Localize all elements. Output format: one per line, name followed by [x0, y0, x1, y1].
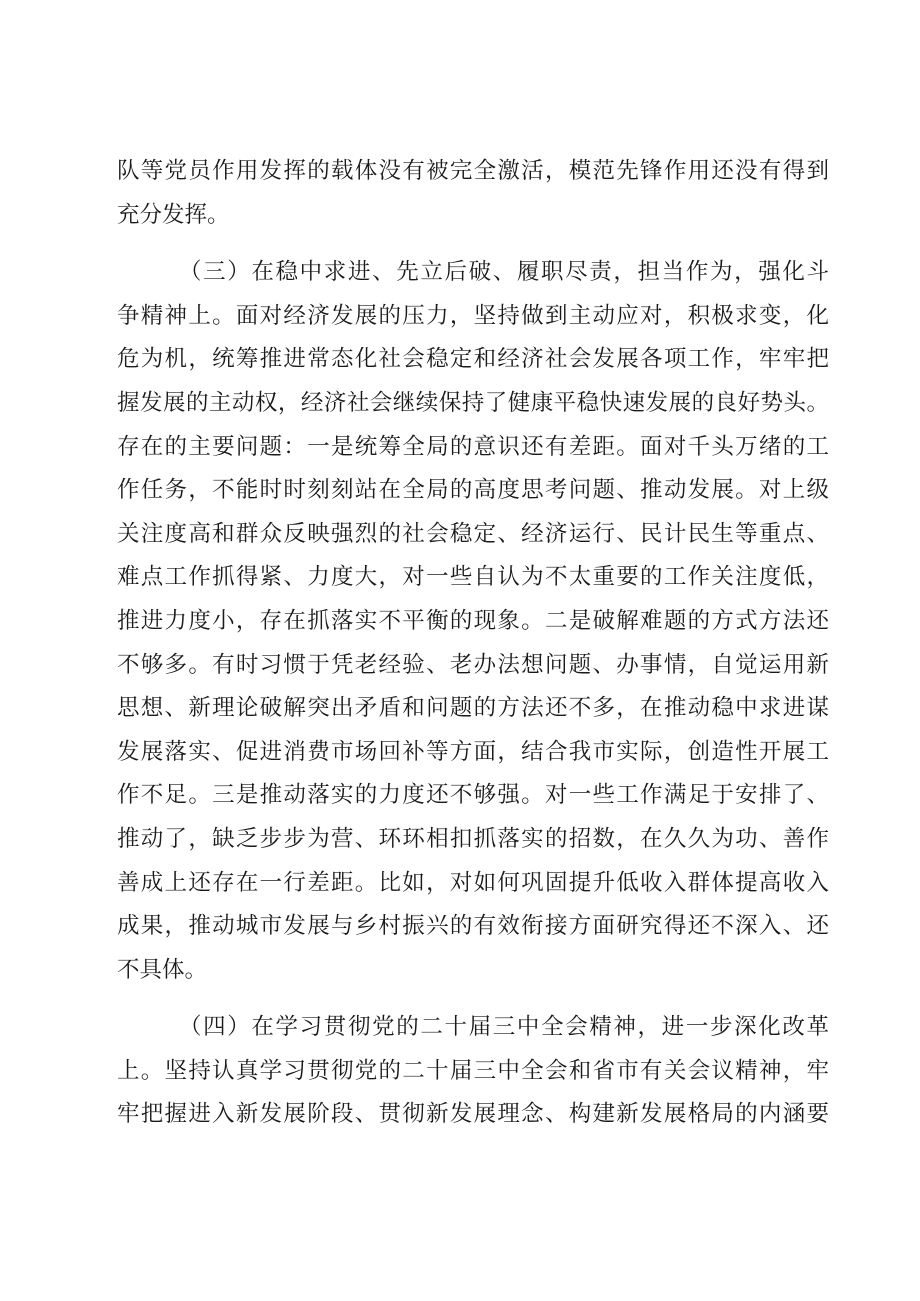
body-text [117, 150, 829, 1137]
text-line: 充分发挥。 [117, 201, 230, 228]
paragraph-section-3 [117, 251, 829, 992]
text-line: 推进力度小，存在抓落实不平衡的现象。二是破解难题的方式方法还 [117, 607, 829, 634]
text-line: 不具体。 [117, 956, 208, 983]
text-line: 上。坚持认真学习贯彻党的二十届三中全会和省市有关会议精神，牢 [117, 1057, 829, 1084]
text-line: 作不足。三是推动落实的力度还不够强。对一些工作满足于安排了、 [117, 782, 829, 809]
section-4-heading-line: （四）在学习贯彻党的二十届三中全会精神，进一步深化改革 [179, 1014, 829, 1041]
paragraph-continued [117, 150, 829, 237]
text-line: 推动了，缺乏步步为营、环环相扣抓落实的招数，在久久为功、善作 [117, 825, 829, 852]
text-line: 队等党员作用发挥的载体没有被完全激活，模范先锋作用还没有得到 [117, 158, 829, 184]
text-line: 关注度高和群众反映强烈的社会稳定、经济运行、民计民生等重点、 [117, 520, 829, 547]
text-line: 思想、新理论破解突出矛盾和问题的方法还不多，在推动稳中求进谋 [117, 695, 829, 722]
text-line: 存在的主要问题：一是统筹全局的意识还有差距。面对千头万绪的工 [117, 433, 829, 460]
text-line: 发展落实、促进消费市场回补等方面，结合我市实际，创造性开展工 [117, 738, 829, 765]
text-line: 成果，推动城市发展与乡村振兴的有效衔接方面研究得还不深入、还 [117, 913, 829, 940]
text-line: 牢把握进入新发展阶段、贯彻新发展理念、构建新发展格局的内涵要 [117, 1101, 829, 1128]
text-line: 握发展的主动权，经济社会继续保持了健康平稳快速发展的良好势头。 [117, 389, 829, 416]
paragraph-section-4 [117, 1006, 829, 1137]
text-line: 不够多。有时习惯于凭老经验、老办法想问题、办事情，自觉运用新 [117, 651, 829, 678]
section-3-heading-line: （三）在稳中求进、先立后破、履职尽责，担当作为，强化斗 [179, 259, 829, 286]
text-line: 作任务，不能时时刻刻站在全局的高度思考问题、推动发展。对上级 [117, 477, 829, 504]
text-line: 善成上还存在一行差距。比如，对如何巩固提升低收入群体提高收入 [117, 869, 829, 896]
text-line: 争精神上。面对经济发展的压力，坚持做到主动应对，积极求变，化 [117, 302, 829, 329]
text-line: 难点工作抓得紧、力度大，对一些自认为不太重要的工作关注度低， [117, 564, 829, 591]
text-line: 危为机，统筹推进常态化社会稳定和经济社会发展各项工作，牢牢把 [117, 346, 829, 373]
